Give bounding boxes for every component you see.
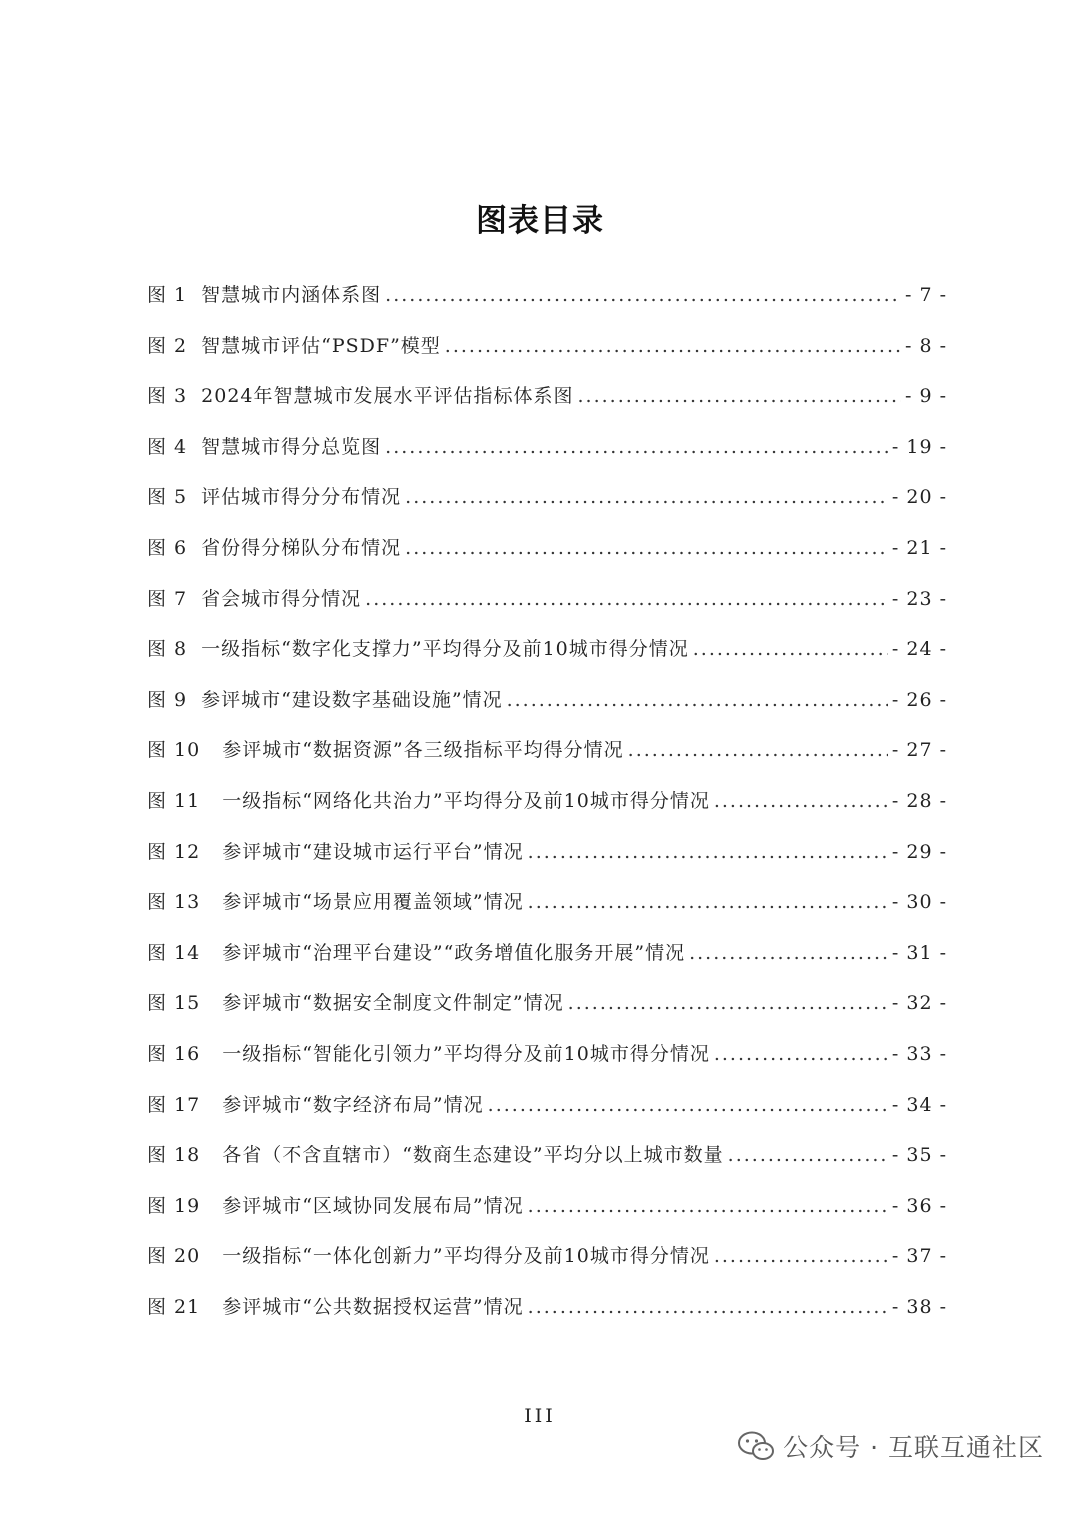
figure-number: 图 3 (147, 385, 188, 408)
dot-leader (528, 1282, 888, 1333)
page-number: III (524, 1405, 556, 1427)
figure-number: 图 13 (147, 891, 201, 914)
figure-number: 图 17 (147, 1093, 201, 1116)
toc-entry[interactable] (147, 725, 947, 776)
page-ref: - 33 - (891, 1042, 947, 1065)
figure-number: 图 19 (147, 1194, 201, 1217)
toc-entry[interactable] (147, 1130, 947, 1181)
page-ref: - 32 - (891, 992, 947, 1015)
figure-title: 参评城市“数字经济布局”情况 (222, 1093, 484, 1116)
figure-title: 参评城市“治理平台建设”“政务增值化服务开展”情况 (222, 941, 686, 964)
dot-leader (365, 574, 888, 625)
dot-leader (507, 675, 888, 726)
page-ref: - 7 - (904, 284, 947, 306)
figure-title: 一级指标“智能化引领力”平均得分及前10城市得分情况 (222, 1042, 710, 1065)
dot-leader (628, 725, 888, 776)
dot-leader (689, 928, 888, 979)
toc-entry[interactable] (147, 574, 947, 625)
figure-toc-list (147, 270, 947, 1332)
page-ref: - 31 - (891, 941, 947, 964)
toc-entry[interactable] (147, 371, 947, 422)
toc-entry[interactable] (147, 422, 947, 473)
figure-number: 图 12 (147, 840, 201, 863)
dot-leader (405, 472, 888, 523)
figure-title: 一级指标“数字化支撑力”平均得分及前10城市得分情况 (201, 638, 689, 661)
toc-entry[interactable] (147, 1080, 947, 1131)
dot-leader (578, 371, 901, 422)
figure-title: 参评城市“数据资源”各三级指标平均得分情况 (222, 739, 624, 762)
toc-entry[interactable] (147, 675, 947, 726)
figure-number: 图 15 (147, 992, 201, 1015)
figure-number: 图 6 (147, 536, 188, 559)
figure-number: 图 7 (147, 587, 188, 610)
dot-leader (528, 1181, 888, 1232)
figure-title: 参评城市“场景应用覆盖领域”情况 (222, 891, 524, 914)
page-ref: - 24 - (891, 638, 947, 661)
page-ref: - 19 - (891, 435, 947, 458)
dot-leader (445, 321, 901, 372)
figure-title: 智慧城市内涵体系图 (201, 284, 382, 306)
figure-number: 图 14 (147, 941, 201, 964)
toc-entry[interactable] (147, 270, 947, 321)
dot-leader (714, 1029, 888, 1080)
dot-leader (528, 827, 888, 878)
dot-leader (693, 624, 888, 675)
toc-entry[interactable] (147, 1282, 947, 1333)
figure-number: 图 2 (147, 334, 188, 357)
wechat-watermark (737, 1428, 1044, 1464)
figure-number: 图 5 (147, 486, 188, 509)
figure-title: 一级指标“网络化共治力”平均得分及前10城市得分情况 (222, 789, 710, 812)
figure-number: 图 8 (147, 638, 188, 661)
toc-entry[interactable] (147, 321, 947, 372)
page-ref: - 27 - (891, 739, 947, 762)
figure-number: 图 18 (147, 1144, 201, 1167)
toc-entry[interactable] (147, 1231, 947, 1282)
figure-number: 图 9 (147, 688, 188, 711)
dot-leader (728, 1130, 888, 1181)
figure-number: 图 11 (147, 789, 201, 812)
page-ref: - 34 - (891, 1093, 947, 1116)
figure-number: 图 1 (147, 284, 188, 306)
page-ref: - 26 - (891, 688, 947, 711)
dot-leader (405, 523, 888, 574)
figure-number: 图 4 (147, 435, 188, 458)
figure-title: 参评城市“建设城市运行平台”情况 (222, 840, 524, 863)
figure-title: 省份得分梯队分布情况 (201, 536, 402, 559)
toc-entry[interactable] (147, 827, 947, 878)
page-ref: - 29 - (891, 840, 947, 863)
figure-number: 图 10 (147, 739, 201, 762)
dot-leader (488, 1080, 888, 1131)
page-ref: - 30 - (891, 891, 947, 914)
dot-leader (714, 1231, 888, 1282)
figure-title: 评估城市得分分布情况 (201, 486, 402, 509)
watermark-text: 公众号 · 互联互通社区 (783, 1433, 1044, 1462)
figure-title: 智慧城市得分总览图 (201, 435, 382, 458)
toc-entry[interactable] (147, 523, 947, 574)
figure-title: 参评城市“建设数字基础设施”情况 (201, 688, 503, 711)
dot-leader (568, 978, 888, 1029)
figure-number: 图 20 (147, 1245, 201, 1268)
dot-leader (385, 270, 901, 321)
toc-entry[interactable] (147, 978, 947, 1029)
page-ref: - 8 - (904, 334, 947, 357)
figure-title: 一级指标“一体化创新力”平均得分及前10城市得分情况 (222, 1245, 710, 1268)
figure-title: 省会城市得分情况 (201, 587, 362, 610)
figure-title: 参评城市“公共数据授权运营”情况 (222, 1295, 524, 1318)
toc-entry[interactable] (147, 1181, 947, 1232)
page-ref: - 28 - (891, 789, 947, 812)
toc-entry[interactable] (147, 776, 947, 827)
page-ref: - 9 - (904, 385, 947, 408)
toc-entry[interactable] (147, 1029, 947, 1080)
figure-title: 参评城市“区域协同发展布局”情况 (222, 1194, 524, 1217)
page-ref: - 21 - (891, 536, 947, 559)
page-title: 图表目录 (476, 203, 604, 239)
figure-title: 2024年智慧城市发展水平评估指标体系图 (201, 385, 574, 408)
figure-number: 图 16 (147, 1042, 201, 1065)
dot-leader (528, 877, 888, 928)
figure-title: 各省（不含直辖市）“数商生态建设”平均分以上城市数量 (222, 1144, 724, 1167)
page-ref: - 36 - (891, 1194, 947, 1217)
page-ref: - 20 - (891, 486, 947, 509)
toc-entry[interactable] (147, 472, 947, 523)
figure-number: 图 21 (147, 1295, 201, 1318)
toc-entry[interactable] (147, 877, 947, 928)
page-ref: - 23 - (891, 587, 947, 610)
page-ref: - 37 - (891, 1245, 947, 1268)
figure-title: 智慧城市评估“PSDF”模型 (201, 334, 441, 357)
toc-entry[interactable] (147, 624, 947, 675)
page-ref: - 35 - (891, 1144, 947, 1167)
dot-leader (714, 776, 888, 827)
toc-entry[interactable] (147, 928, 947, 979)
page-ref: - 38 - (891, 1295, 947, 1318)
dot-leader (385, 422, 888, 473)
wechat-icon (737, 1430, 775, 1462)
figure-title: 参评城市“数据安全制度文件制定”情况 (222, 992, 564, 1015)
